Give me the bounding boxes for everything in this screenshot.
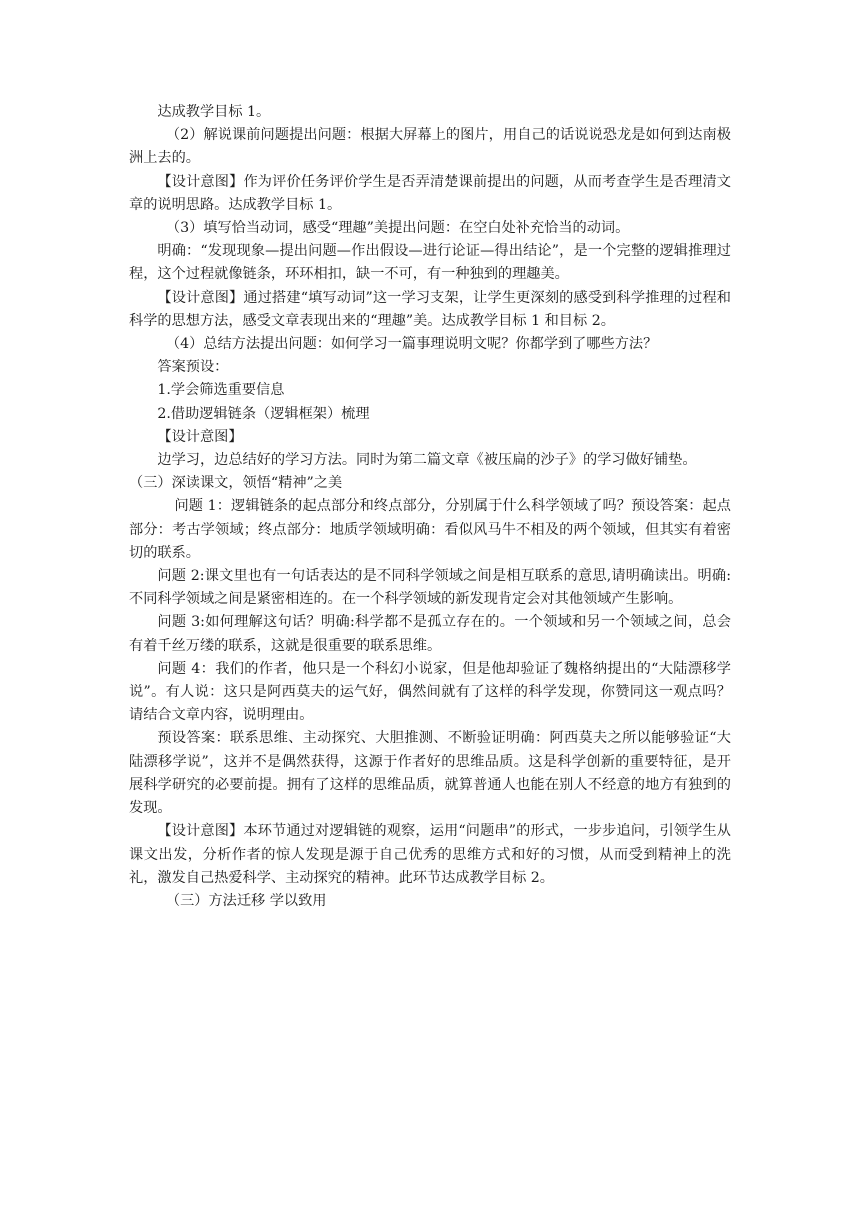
paragraph: 达成教学目标 1。 (157, 104, 271, 120)
section-heading: （三）方法迁移 学以致用 (165, 892, 327, 909)
paragraph: 问题 3:如何理解这句话？明确:科学都不是孤立存在的。一个领域和另一个领域之间，总会有着千丝万缕的联系，这就是很重要的联系思维。 (129, 614, 731, 654)
document-body (129, 101, 731, 913)
paragraph: （3）填写恰当动词，感受“理趣”美提出问题：在空白处补充恰当的动词。 (165, 220, 630, 237)
paragraph: 问题 4：我们的作者，他只是一个科幻小说家，但是他却验证了魏格纳提出的“大陆漂移学说”。有人说：这只是阿西莫夫的运气好，偶然间就有了这样的科学发现，你赞同这一观点吗？请结合文章内容，说明理由。 (129, 660, 731, 724)
paragraph: 答案预设： (157, 359, 229, 376)
paragraph: 明确：“发现现象—提出问题—作出假设—进行论证—得出结论”，是一个完整的逻辑推理过程，这个过程就像链条，环环相扣，缺一不可，有一种独到的理趣美。 (129, 243, 731, 283)
paragraph: （4）总结方法提出问题：如何学习一篇事理说明文呢？你都学到了哪些方法？ (165, 336, 658, 353)
paragraph: 问题 1：逻辑链条的起点部分和终点部分，分别属于什么科学领域了吗？预设答案：起点部分：考古学领域；终点部分：地质学领域明确：看似风马牛不相及的两个领域，但其实有着密切的联系。 (129, 498, 731, 561)
paragraph: 【设计意图】通过搭建“填写动词”这一学习支架，让学生更深刻的感受到科学推理的过程和科学的思想方法，感受文章表现出来的“理趣”美。达成教学目标 1 和目标 2。 (129, 289, 731, 329)
list-item: 2.借助逻辑链条（逻辑框架）梳理 (157, 405, 370, 422)
list-item: 1.学会筛选重要信息 (157, 382, 285, 399)
paragraph: 边学习，边总结好的学习方法。同时为第二篇文章《被压扁的沙子》的学习做好铺垫。 (157, 452, 697, 469)
paragraph: 【设计意图】 (157, 428, 243, 445)
paragraph: 【设计意图】本环节通过对逻辑链的观察，运用“问题串”的形式，一步步追问，引领学生从课文出发，分析作者的惊人发现是源于自己优秀的思维方式和好的习惯，从而受到精神上的洗礼，激发自己热爱科学、主动探究的精神。此环节达成教学目标 2。 (129, 823, 731, 886)
paragraph: 预设答案：联系思维、主动探究、大胆推测、不断验证明确：阿西莫夫之所以能够验证“大陆漂移学说”，这并不是偶然获得，这源于作者好的思维品质。这是科学创新的重要特征，是开展科学研究的必要前提。拥有了这样的思维品质，就算普通人也能在别人不经意的地方有独到的发现。 (129, 730, 731, 817)
paragraph: 【设计意图】作为评价任务评价学生是否弄清楚课前提出的问题，从而考查学生是否理清文章的说明思路。达成教学目标 1。 (129, 173, 731, 213)
paragraph: 问题 2:课文里也有一句话表达的是不同科学领域之间是相互联系的意思,请明确读出。明确:不同科学领域之间是紧密相连的。在一个科学领域的新发现肯定会对其他领域产生影响。 (129, 568, 731, 608)
section-heading: （三）深读课文，领悟“精神”之美 (129, 475, 343, 492)
paragraph: （2）解说课前问题提出问题：根据大屏幕上的图片，用自己的话说说恐龙是如何到达南极洲上去的。 (129, 127, 731, 167)
